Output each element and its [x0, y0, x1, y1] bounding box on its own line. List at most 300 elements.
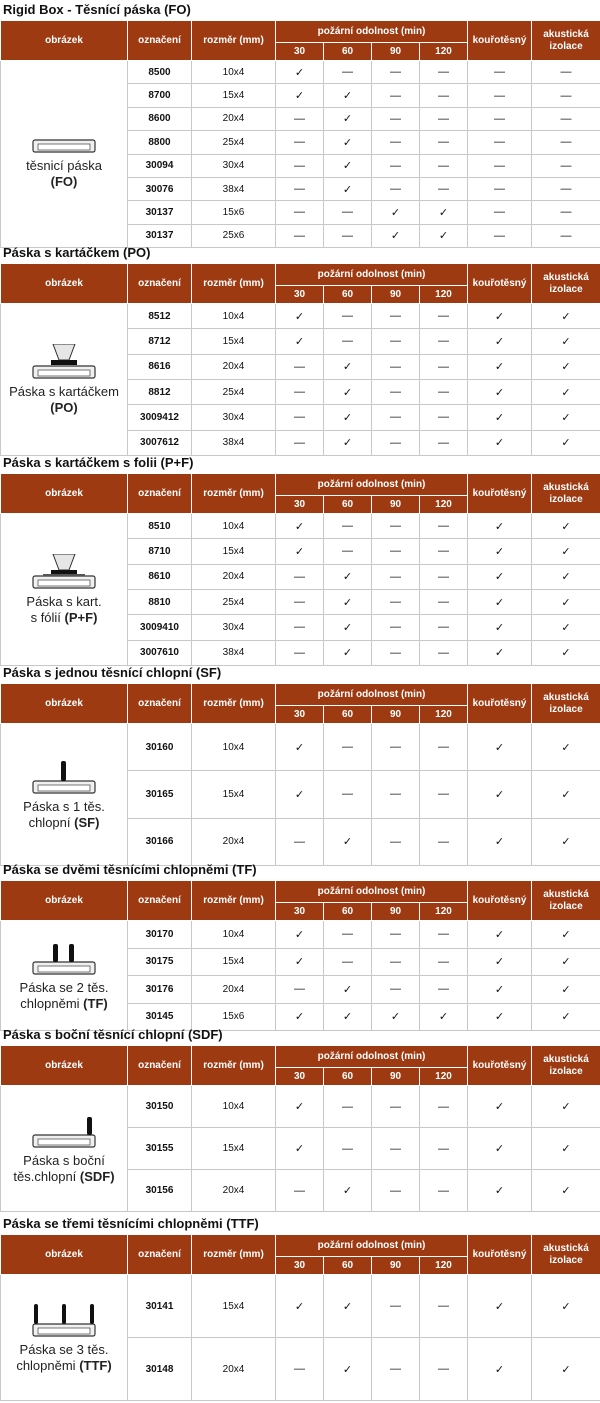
cell-acoustic: ✓ [532, 405, 600, 430]
product-image-cell [1, 61, 128, 248]
caption-line2: s fólií [31, 610, 61, 625]
product-image-cell [1, 514, 128, 666]
cell-acoustic: ✓ [532, 589, 600, 614]
cell-code: 8800 [128, 131, 192, 154]
product-caption [1, 799, 127, 831]
cell-f90: — [372, 304, 420, 329]
header-pozarni-odolnost: požární odolnost (min) [276, 684, 468, 706]
caption-line2: chlopněmi [16, 1358, 75, 1373]
cell-smoke: ✓ [468, 430, 532, 455]
cell-f120: — [420, 1128, 468, 1170]
cell-acoustic: — [532, 84, 600, 107]
cell-f60: ✓ [324, 430, 372, 455]
cell-code: 30076 [128, 177, 192, 200]
product-image-cell [1, 1086, 128, 1212]
cell-f90: — [372, 1338, 420, 1401]
product-table [0, 683, 600, 866]
cell-size: 15x6 [192, 201, 276, 224]
header-obrazek: obrázek [1, 1046, 128, 1086]
cell-acoustic: ✓ [532, 514, 600, 539]
table-row [1, 724, 600, 771]
cell-f90: — [372, 539, 420, 564]
cell-code: 30094 [128, 154, 192, 177]
header-oznaceni: označení [128, 684, 192, 724]
cell-acoustic: ✓ [532, 430, 600, 455]
cell-f90: — [372, 589, 420, 614]
header-akusticka: akustická [543, 482, 589, 493]
cell-f120: — [420, 107, 468, 130]
cell-acoustic: ✓ [532, 724, 600, 771]
cell-f30: ✓ [276, 514, 324, 539]
cell-f60: ✓ [324, 564, 372, 589]
cell-smoke: ✓ [468, 1128, 532, 1170]
cell-f60: ✓ [324, 1338, 372, 1401]
cell-size: 10x4 [192, 921, 276, 949]
cell-smoke: ✓ [468, 564, 532, 589]
cell-f30: — [276, 131, 324, 154]
header-pozarni-odolnost: požární odolnost (min) [276, 1235, 468, 1257]
cell-acoustic: ✓ [532, 1086, 600, 1128]
cell-f120: — [420, 1086, 468, 1128]
product-section [0, 2, 600, 250]
caption-code: (P+F) [65, 610, 98, 625]
cell-f30: ✓ [276, 1128, 324, 1170]
cell-f60: ✓ [324, 1003, 372, 1031]
cell-f120: — [420, 921, 468, 949]
caption-line1: těsnicí páska [26, 158, 102, 173]
cell-f60: — [324, 61, 372, 84]
header-obrazek: obrázek [1, 1235, 128, 1275]
table-row [1, 1275, 600, 1338]
cell-code: 30150 [128, 1086, 192, 1128]
cell-acoustic: ✓ [532, 1275, 600, 1338]
header-rozmer: rozměr (mm) [192, 881, 276, 921]
header-izolace: izolace [549, 494, 582, 505]
cell-size: 20x4 [192, 107, 276, 130]
header-akusticka: akustická [543, 692, 589, 703]
cell-f60: — [324, 948, 372, 976]
cell-f90: — [372, 514, 420, 539]
cell-f30: — [276, 976, 324, 1004]
cell-f60: — [324, 201, 372, 224]
cell-code: 8512 [128, 304, 192, 329]
cell-f30: — [276, 818, 324, 865]
product-caption [1, 594, 127, 626]
cell-f60: — [324, 1128, 372, 1170]
sealing-tape-icon [29, 118, 99, 154]
cell-f60: ✓ [324, 354, 372, 379]
cell-f90: — [372, 1170, 420, 1212]
cell-f90: — [372, 976, 420, 1004]
cell-code: 8700 [128, 84, 192, 107]
product-section [0, 455, 600, 668]
header-90: 90 [372, 286, 420, 304]
cell-f60: — [324, 304, 372, 329]
header-30: 30 [276, 903, 324, 921]
cell-f120: — [420, 154, 468, 177]
cell-f60: — [324, 539, 372, 564]
cell-code: 8510 [128, 514, 192, 539]
cell-size: 20x4 [192, 354, 276, 379]
header-120: 120 [420, 1068, 468, 1086]
cell-f60: — [324, 224, 372, 247]
cell-f60: — [324, 329, 372, 354]
cell-smoke: ✓ [468, 818, 532, 865]
cell-acoustic: ✓ [532, 948, 600, 976]
cell-acoustic: — [532, 154, 600, 177]
cell-f60: ✓ [324, 589, 372, 614]
caption-code: (TTF) [79, 1358, 111, 1373]
header-oznaceni: označení [128, 1046, 192, 1086]
cell-acoustic: — [532, 131, 600, 154]
caption-line2: chlopněmi [20, 996, 79, 1011]
cell-code: 8600 [128, 107, 192, 130]
cell-f30: ✓ [276, 724, 324, 771]
cell-size: 20x4 [192, 976, 276, 1004]
header-120: 120 [420, 1257, 468, 1275]
header-kourotesny: kouřotěsný [468, 1046, 532, 1086]
cell-f30: — [276, 154, 324, 177]
header-akusticka-izolace [532, 21, 600, 61]
header-30: 30 [276, 1068, 324, 1086]
cell-code: 30170 [128, 921, 192, 949]
cell-size: 15x4 [192, 84, 276, 107]
header-kourotesny: kouřotěsný [468, 474, 532, 514]
cell-f90: — [372, 84, 420, 107]
cell-code: 30155 [128, 1128, 192, 1170]
cell-code: 8710 [128, 539, 192, 564]
product-section [0, 862, 600, 1033]
cell-f60: ✓ [324, 84, 372, 107]
cell-code: 3009410 [128, 615, 192, 640]
cell-size: 25x4 [192, 131, 276, 154]
table-row [1, 61, 600, 84]
header-oznaceni: označení [128, 474, 192, 514]
cell-smoke: — [468, 201, 532, 224]
cell-f120: — [420, 771, 468, 818]
header-rozmer: rozměr (mm) [192, 264, 276, 304]
cell-size: 15x4 [192, 1128, 276, 1170]
cell-acoustic: — [532, 107, 600, 130]
caption-line1: Páska se 2 těs. [20, 980, 109, 995]
header-rozmer: rozměr (mm) [192, 684, 276, 724]
cell-f120: — [420, 948, 468, 976]
cell-f120: — [420, 818, 468, 865]
header-90: 90 [372, 1068, 420, 1086]
cell-acoustic: ✓ [532, 1338, 600, 1401]
cell-smoke: ✓ [468, 1086, 532, 1128]
cell-size: 38x4 [192, 640, 276, 665]
cell-f90: — [372, 329, 420, 354]
caption-line1: Páska s 1 těs. [23, 799, 105, 814]
cell-f90: — [372, 1128, 420, 1170]
cell-f90: — [372, 177, 420, 200]
header-izolace: izolace [549, 41, 582, 52]
section-title: Páska s boční těsnící chlopní (SDF) [3, 1027, 223, 1042]
product-caption [1, 158, 127, 190]
cell-smoke: — [468, 177, 532, 200]
cell-f30: ✓ [276, 1275, 324, 1338]
product-table [0, 880, 600, 1031]
cell-f60: ✓ [324, 1275, 372, 1338]
product-table [0, 20, 600, 248]
caption-line1: Páska s kart. [26, 594, 101, 609]
cell-code: 30141 [128, 1275, 192, 1338]
cell-smoke: ✓ [468, 724, 532, 771]
cell-code: 30148 [128, 1338, 192, 1401]
header-oznaceni: označení [128, 1235, 192, 1275]
header-akusticka: akustická [543, 272, 589, 283]
cell-acoustic: ✓ [532, 771, 600, 818]
cell-f30: ✓ [276, 539, 324, 564]
cell-smoke: ✓ [468, 1275, 532, 1338]
cell-f30: — [276, 201, 324, 224]
product-section [0, 1027, 600, 1214]
product-table [0, 473, 600, 666]
cell-smoke: ✓ [468, 921, 532, 949]
cell-smoke: ✓ [468, 771, 532, 818]
header-kourotesny: kouřotěsný [468, 264, 532, 304]
header-obrazek: obrázek [1, 264, 128, 304]
cell-f60: — [324, 724, 372, 771]
cell-f60: ✓ [324, 615, 372, 640]
header-120: 120 [420, 43, 468, 61]
product-image-cell [1, 724, 128, 866]
cell-acoustic: — [532, 177, 600, 200]
cell-code: 30137 [128, 201, 192, 224]
header-oznaceni: označení [128, 881, 192, 921]
cell-size: 15x4 [192, 948, 276, 976]
cell-code: 8610 [128, 564, 192, 589]
cell-acoustic: ✓ [532, 379, 600, 404]
cell-smoke: ✓ [468, 640, 532, 665]
cell-acoustic: ✓ [532, 640, 600, 665]
product-caption [1, 1153, 127, 1185]
cell-f30: ✓ [276, 84, 324, 107]
cell-smoke: — [468, 84, 532, 107]
cell-smoke: ✓ [468, 514, 532, 539]
cell-size: 10x4 [192, 61, 276, 84]
cell-acoustic: ✓ [532, 1003, 600, 1031]
cell-code: 3009412 [128, 405, 192, 430]
cell-f120: — [420, 1275, 468, 1338]
cell-f30: ✓ [276, 1086, 324, 1128]
cell-acoustic: ✓ [532, 354, 600, 379]
header-akusticka-izolace [532, 264, 600, 304]
cell-f30: ✓ [276, 61, 324, 84]
cell-f30: ✓ [276, 329, 324, 354]
product-image-cell [1, 1275, 128, 1401]
header-izolace: izolace [549, 284, 582, 295]
cell-code: 8810 [128, 589, 192, 614]
header-akusticka-izolace [532, 1046, 600, 1086]
header-izolace: izolace [549, 1255, 582, 1266]
section-title: Rigid Box - Těsnící páska (FO) [3, 2, 191, 17]
cell-acoustic: ✓ [532, 304, 600, 329]
cell-f30: ✓ [276, 771, 324, 818]
brush-foil-tape-icon [29, 554, 99, 590]
header-90: 90 [372, 1257, 420, 1275]
section-title: Páska s jednou těsnící chlopní (SF) [3, 665, 221, 680]
cell-code: 8500 [128, 61, 192, 84]
cell-f90: — [372, 818, 420, 865]
header-obrazek: obrázek [1, 881, 128, 921]
section-title: Páska s kartáčkem s folii (P+F) [3, 455, 193, 470]
cell-f90: — [372, 948, 420, 976]
cell-acoustic: ✓ [532, 976, 600, 1004]
cell-f60: ✓ [324, 379, 372, 404]
cell-f30: — [276, 224, 324, 247]
cell-f90: — [372, 430, 420, 455]
cell-f120: — [420, 84, 468, 107]
cell-f90: — [372, 1086, 420, 1128]
cell-code: 30137 [128, 224, 192, 247]
cell-code: 30160 [128, 724, 192, 771]
cell-f120: — [420, 724, 468, 771]
cell-size: 30x4 [192, 405, 276, 430]
table-row [1, 304, 600, 329]
cell-size: 20x4 [192, 564, 276, 589]
product-section [0, 1216, 600, 1403]
cell-f120: — [420, 640, 468, 665]
cell-f120: — [420, 976, 468, 1004]
table-row [1, 514, 600, 539]
header-akusticka-izolace [532, 684, 600, 724]
cell-f90: — [372, 379, 420, 404]
cell-size: 15x4 [192, 771, 276, 818]
cell-f120: — [420, 379, 468, 404]
cell-f120: — [420, 354, 468, 379]
cell-code: 30176 [128, 976, 192, 1004]
header-rozmer: rozměr (mm) [192, 21, 276, 61]
cell-f60: ✓ [324, 818, 372, 865]
cell-smoke: ✓ [468, 304, 532, 329]
cell-f90: — [372, 405, 420, 430]
cell-smoke: ✓ [468, 1338, 532, 1401]
cell-f120: — [420, 131, 468, 154]
cell-size: 38x4 [192, 177, 276, 200]
cell-smoke: — [468, 224, 532, 247]
header-kourotesny: kouřotěsný [468, 881, 532, 921]
cell-f60: ✓ [324, 405, 372, 430]
product-caption [1, 1342, 127, 1374]
header-30: 30 [276, 1257, 324, 1275]
cell-f90: — [372, 921, 420, 949]
header-60: 60 [324, 1257, 372, 1275]
product-section [0, 665, 600, 868]
triple-flap-tape-icon [29, 1302, 99, 1338]
cell-smoke: — [468, 61, 532, 84]
cell-f60: ✓ [324, 1170, 372, 1212]
cell-code: 8712 [128, 329, 192, 354]
header-90: 90 [372, 43, 420, 61]
cell-acoustic: ✓ [532, 921, 600, 949]
cell-f90: — [372, 61, 420, 84]
cell-smoke: ✓ [468, 405, 532, 430]
header-obrazek: obrázek [1, 684, 128, 724]
header-oznaceni: označení [128, 21, 192, 61]
header-120: 120 [420, 903, 468, 921]
header-60: 60 [324, 286, 372, 304]
cell-f30: — [276, 405, 324, 430]
cell-f120: ✓ [420, 201, 468, 224]
header-pozarni-odolnost: požární odolnost (min) [276, 21, 468, 43]
cell-f60: — [324, 921, 372, 949]
section-title: Páska se dvěmi těsnícími chlopněmi (TF) [3, 862, 257, 877]
header-oznaceni: označení [128, 264, 192, 304]
caption-code: (PO) [50, 400, 77, 415]
header-izolace: izolace [549, 1066, 582, 1077]
table-row [1, 921, 600, 949]
cell-code: 3007610 [128, 640, 192, 665]
caption-code: (FO) [51, 174, 78, 189]
product-caption [1, 980, 127, 1012]
header-90: 90 [372, 496, 420, 514]
cell-smoke: ✓ [468, 1170, 532, 1212]
caption-code: (TF) [83, 996, 108, 1011]
cell-f30: ✓ [276, 921, 324, 949]
cell-code: 30156 [128, 1170, 192, 1212]
cell-f90: ✓ [372, 201, 420, 224]
product-image-cell [1, 921, 128, 1031]
product-table [0, 1045, 600, 1212]
cell-smoke: ✓ [468, 615, 532, 640]
cell-smoke: ✓ [468, 329, 532, 354]
header-90: 90 [372, 903, 420, 921]
caption-line1: Páska se 3 těs. [20, 1342, 109, 1357]
header-pozarni-odolnost: požární odolnost (min) [276, 881, 468, 903]
cell-f120: — [420, 615, 468, 640]
cell-size: 30x4 [192, 154, 276, 177]
product-caption [1, 384, 127, 416]
cell-f120: — [420, 564, 468, 589]
header-kourotesny: kouřotěsný [468, 1235, 532, 1275]
cell-size: 25x4 [192, 589, 276, 614]
cell-f30: ✓ [276, 948, 324, 976]
cell-acoustic: ✓ [532, 564, 600, 589]
cell-f120: — [420, 1170, 468, 1212]
caption-line1: Páska s kartáčkem [9, 384, 119, 399]
cell-acoustic: ✓ [532, 1128, 600, 1170]
product-section [0, 245, 600, 458]
cell-f60: ✓ [324, 177, 372, 200]
cell-f90: — [372, 564, 420, 589]
header-60: 60 [324, 496, 372, 514]
cell-f60: ✓ [324, 131, 372, 154]
cell-size: 10x4 [192, 304, 276, 329]
cell-size: 10x4 [192, 514, 276, 539]
cell-code: 30175 [128, 948, 192, 976]
cell-f120: — [420, 329, 468, 354]
cell-f90: — [372, 1275, 420, 1338]
cell-size: 15x4 [192, 539, 276, 564]
brush-tape-icon [29, 344, 99, 380]
cell-acoustic: ✓ [532, 329, 600, 354]
header-90: 90 [372, 706, 420, 724]
cell-f120: — [420, 405, 468, 430]
cell-f120: — [420, 1338, 468, 1401]
header-rozmer: rozměr (mm) [192, 1235, 276, 1275]
header-izolace: izolace [549, 704, 582, 715]
cell-f30: — [276, 354, 324, 379]
cell-acoustic: ✓ [532, 1170, 600, 1212]
cell-size: 15x4 [192, 329, 276, 354]
header-rozmer: rozměr (mm) [192, 1046, 276, 1086]
cell-f30: — [276, 379, 324, 404]
cell-code: 8616 [128, 354, 192, 379]
header-akusticka: akustická [543, 1054, 589, 1065]
cell-size: 15x6 [192, 1003, 276, 1031]
